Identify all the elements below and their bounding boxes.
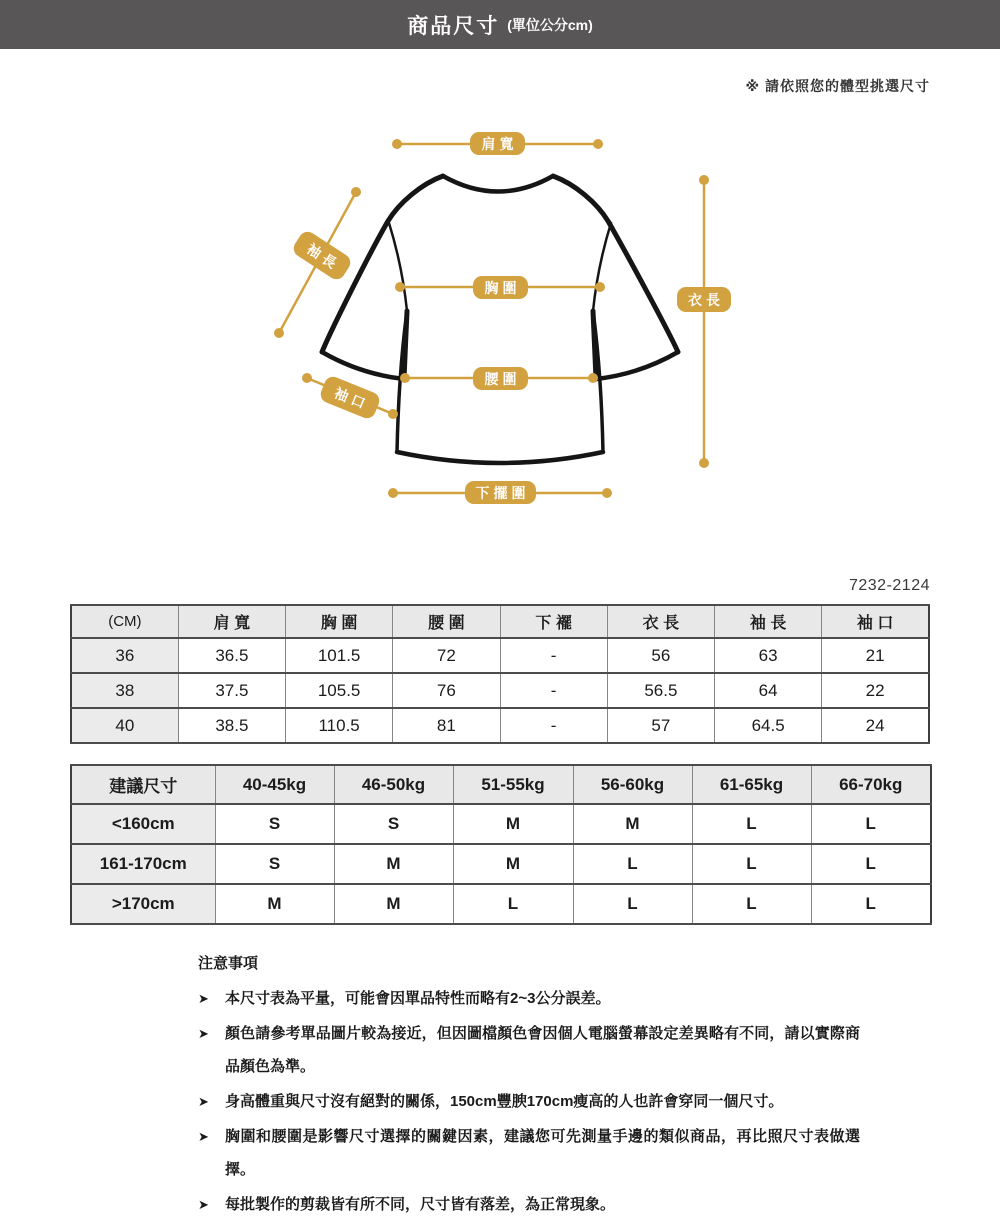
suggest-cell: M [334, 844, 453, 884]
size-row-38 [71, 673, 929, 708]
label-waist: 腰圍 [473, 367, 528, 390]
size-cell: 21 [822, 638, 929, 673]
size-cell: - [500, 673, 607, 708]
suggest-cell: L [811, 804, 931, 844]
size-cell: - [500, 638, 607, 673]
height-row-label: <160cm [71, 804, 215, 844]
size-cell: 37.5 [178, 673, 285, 708]
label-hem: 下擺圍 [465, 481, 536, 504]
size-row-label: 40 [71, 708, 178, 743]
size-cell: 76 [393, 673, 500, 708]
arrow-bullet-icon: ➤ [198, 1094, 209, 1109]
suggest-cell: S [334, 804, 453, 844]
suggest-col-header: 建議尺寸 [71, 765, 215, 804]
suggest-cell: L [692, 884, 811, 924]
suggest-row-161-170 [71, 844, 931, 884]
size-col-header: 袖 口 [822, 605, 929, 638]
suggest-cell: L [453, 884, 573, 924]
size-row-36 [71, 638, 929, 673]
note-text: 每批製作的剪裁皆有所不同，尺寸皆有落差，為正常現象。 [225, 1196, 616, 1213]
arrow-bullet-icon: ➤ [198, 991, 209, 1006]
note-item [198, 982, 860, 1015]
tshirt-outline [322, 176, 678, 463]
size-cell: 64 [715, 673, 822, 708]
size-cell: 24 [822, 708, 929, 743]
size-cell: 56.5 [607, 673, 714, 708]
suggest-cell: M [573, 804, 692, 844]
suggest-row-over170 [71, 884, 931, 924]
suggest-cell: M [453, 804, 573, 844]
suggest-cell: M [215, 884, 334, 924]
suggest-cell: S [215, 804, 334, 844]
suggested-size-table [70, 764, 932, 925]
note-text: 本尺寸表為平量，可能會因單品特性而略有2~3公分誤差。 [225, 990, 611, 1007]
suggest-col-header: 66-70kg [811, 765, 931, 804]
notes-title: 注意事項 [198, 955, 259, 972]
arrow-bullet-icon: ➤ [198, 1129, 209, 1144]
label-shoulder-width: 肩寬 [470, 132, 525, 155]
size-cell: - [500, 708, 607, 743]
size-col-header: 肩 寬 [178, 605, 285, 638]
suggest-col-header: 61-65kg [692, 765, 811, 804]
label-cuff: 袖口 [318, 374, 382, 421]
suggest-col-header: 46-50kg [334, 765, 453, 804]
product-code: 7232-2124 [848, 577, 930, 594]
suggest-cell: L [811, 844, 931, 884]
size-row-label: 38 [71, 673, 178, 708]
size-cell: 81 [393, 708, 500, 743]
size-cell: 56 [607, 638, 714, 673]
size-col-header: (CM) [71, 605, 178, 638]
arrow-bullet-icon: ➤ [198, 1197, 209, 1212]
suggest-cell: L [692, 844, 811, 884]
arrow-bullet-icon: ➤ [198, 1026, 209, 1041]
suggest-cell: L [692, 804, 811, 844]
size-cell: 22 [822, 673, 929, 708]
size-col-header: 袖 長 [715, 605, 822, 638]
size-cell: 72 [393, 638, 500, 673]
size-cell: 57 [607, 708, 714, 743]
note-item [198, 1085, 860, 1118]
size-col-header: 胸 圍 [286, 605, 393, 638]
size-cell: 110.5 [286, 708, 393, 743]
note-item [198, 1120, 860, 1186]
page-title: 商品尺寸 [407, 14, 500, 38]
suggest-table-header-row [71, 765, 931, 804]
label-chest: 胸圍 [473, 276, 528, 299]
suggest-cell: M [453, 844, 573, 884]
suggest-cell: L [573, 884, 692, 924]
size-cell: 36.5 [178, 638, 285, 673]
suggest-cell: M [334, 884, 453, 924]
size-row-40 [71, 708, 929, 743]
size-col-header: 衣 長 [607, 605, 714, 638]
height-row-label: 161-170cm [71, 844, 215, 884]
size-cell: 63 [715, 638, 822, 673]
suggest-row-under160 [71, 804, 931, 844]
suggest-col-header: 40-45kg [215, 765, 334, 804]
size-table-header-row [71, 605, 929, 638]
size-cell: 64.5 [715, 708, 822, 743]
note-item [198, 1188, 860, 1221]
size-cell: 105.5 [286, 673, 393, 708]
size-col-header: 腰 圍 [393, 605, 500, 638]
label-garment-length: 衣長 [677, 287, 731, 312]
size-cell: 101.5 [286, 638, 393, 673]
suggest-cell: L [811, 884, 931, 924]
suggest-col-header: 56-60kg [573, 765, 692, 804]
suggest-cell: L [573, 844, 692, 884]
suggest-cell: S [215, 844, 334, 884]
size-row-label: 36 [71, 638, 178, 673]
note-text: 顏色請參考單品圖片較為接近，但因圖檔顏色會因個人電腦螢幕設定差異略有不同，請以實際商品顏色為準。 [225, 1025, 860, 1075]
note-text: 胸圍和腰圍是影響尺寸選擇的關鍵因素，建議您可先測量手邊的類似商品，再比照尺寸表做選擇。 [225, 1128, 860, 1178]
label-sleeve-length: 袖長 [290, 228, 353, 282]
suggest-col-header: 51-55kg [453, 765, 573, 804]
size-cell: 38.5 [178, 708, 285, 743]
height-row-label: >170cm [71, 884, 215, 924]
page-title-unit: (單位公分cm) [507, 16, 593, 33]
size-col-header: 下 襬 [500, 605, 607, 638]
fit-tip-text: ※ 請依照您的體型挑選尺寸 [745, 78, 930, 94]
size-table [70, 604, 930, 744]
note-text: 身高體重與尺寸沒有絕對的關係，150cm豐腴170cm瘦高的人也許會穿同一個尺寸。 [225, 1093, 784, 1110]
note-item [198, 1017, 860, 1083]
notes-section [198, 952, 860, 1223]
